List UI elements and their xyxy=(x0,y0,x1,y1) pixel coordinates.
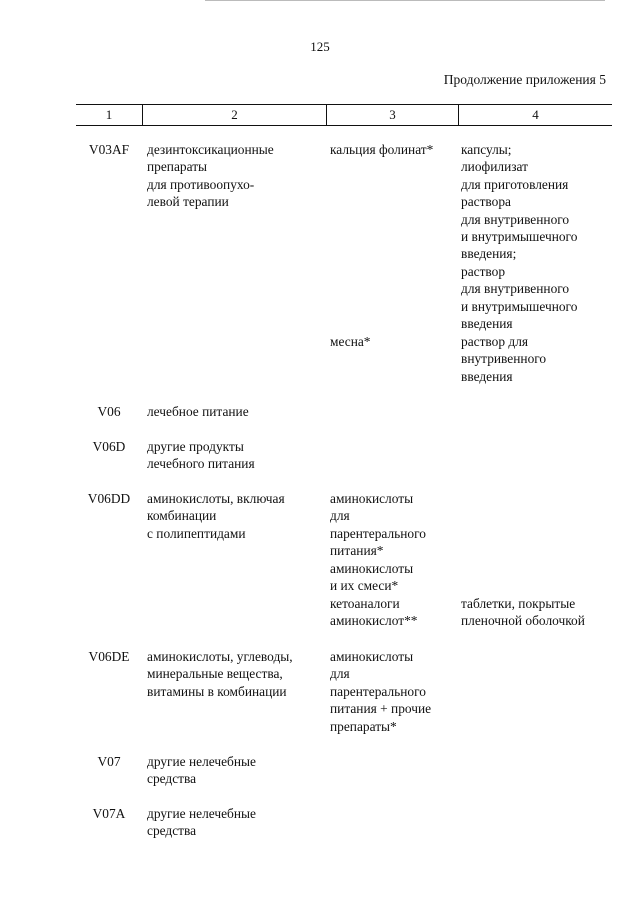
atc-code: V07A xyxy=(92,806,126,821)
atc-code: V06D xyxy=(92,439,126,454)
header-col-3: 3 xyxy=(389,107,396,122)
atc-code: V03AF xyxy=(88,142,130,157)
atc-group-name: другие нелечебные средства xyxy=(147,806,256,839)
drug-name: кетоаналоги аминокислот** xyxy=(330,596,418,629)
atc-group-name: другие продукты лечебного питания xyxy=(147,439,255,472)
header-col-4: 4 xyxy=(532,107,539,122)
atc-group-name: аминокислоты, включая комбинации с полипептидами xyxy=(147,491,285,541)
drug-name: кальция фолинат* xyxy=(330,142,434,157)
atc-group-name: лечебное питание xyxy=(147,404,249,419)
dosage-form: раствор для внутривенного введения xyxy=(461,334,547,384)
header-col-1: 1 xyxy=(105,107,113,122)
atc-group-name: аминокислоты, углеводы, минеральные вещества, витамины в комбинации xyxy=(147,649,293,699)
page-number: 125 xyxy=(310,39,330,54)
atc-code: V06DE xyxy=(88,649,130,664)
atc-code: V06DD xyxy=(87,491,131,506)
table-header xyxy=(76,104,612,126)
dosage-form: капсулы; лиофилизат для приготовления раствора для внутривенного и внутримышечного введения; раствор для внутривенного и внутримышечного введения xyxy=(461,142,578,332)
dosage-form: таблетки, покрытые пленочной оболочкой xyxy=(461,596,585,629)
atc-group-name: дезинтоксикационные препараты для противоопухо- левой терапии xyxy=(147,142,274,210)
drug-name: аминокислоты для парентерального питания* аминокислоты и их смеси* xyxy=(330,491,426,594)
appendix-title: Продолжение приложения 5 xyxy=(443,72,606,87)
atc-group-name: другие нелечебные средства xyxy=(147,754,256,787)
drug-name: аминокислоты для парентерального питания + прочие препараты* xyxy=(330,649,432,734)
atc-code: V06 xyxy=(97,404,121,419)
drug-name: месна* xyxy=(330,334,371,349)
atc-code: V07 xyxy=(97,754,121,769)
top-rule xyxy=(205,0,605,1)
header-col-2: 2 xyxy=(231,107,238,122)
